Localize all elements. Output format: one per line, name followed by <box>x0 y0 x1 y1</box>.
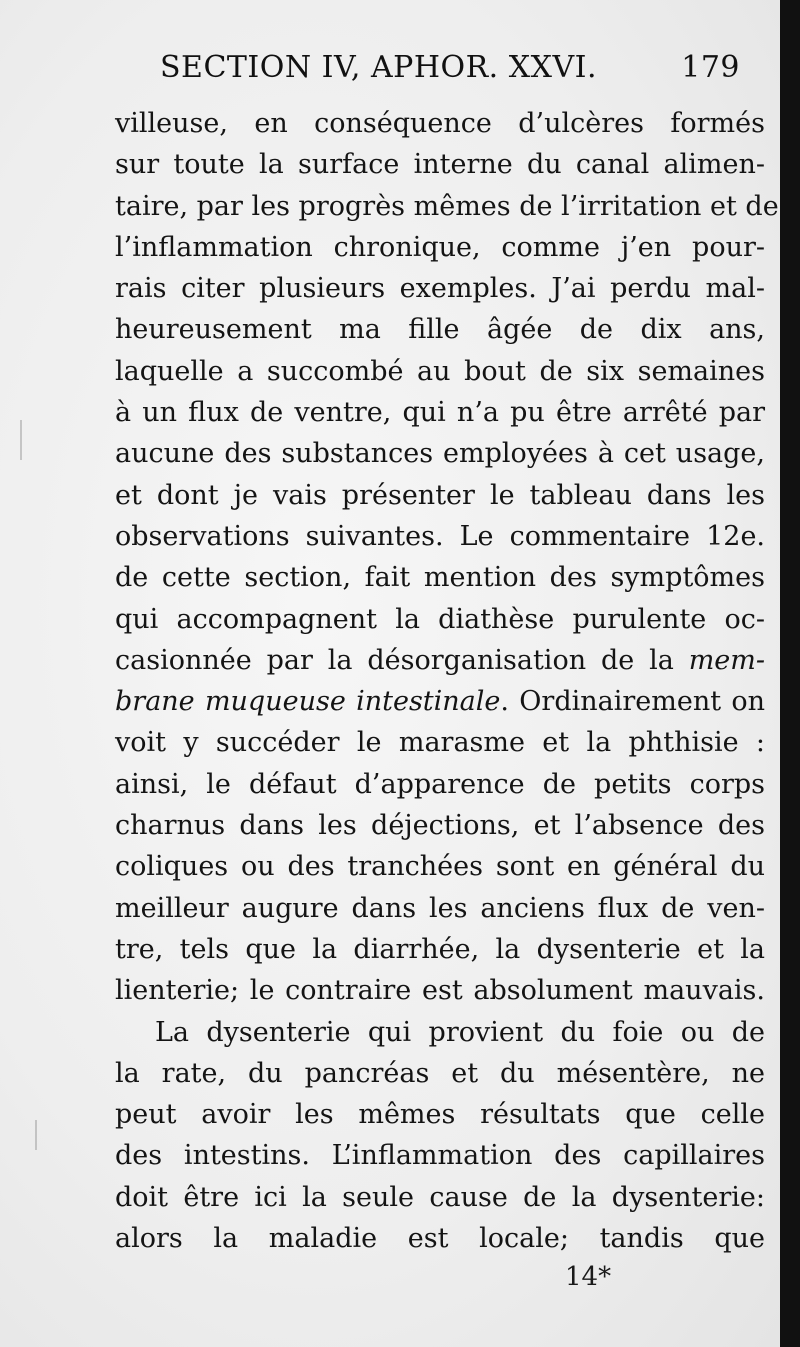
text-line: de cette section, fait mention des symptômes <box>115 562 765 594</box>
signature-mark: 14* <box>565 1262 612 1292</box>
text-line: alors la maladie est locale; tandis que <box>115 1223 765 1255</box>
page-number: 179 <box>681 50 740 85</box>
text-line: heureusement ma fille âgée de dix ans, <box>115 314 765 346</box>
text-line: la rate, du pancréas et du mésentère, ne <box>115 1057 765 1089</box>
text-line: doit être ici la seule cause de la dysenterie: <box>115 1181 765 1213</box>
page-header <box>160 50 740 100</box>
text-fragment: casionnée par la désorganisation de la <box>115 644 689 676</box>
text-line: peut avoir les mêmes résultats que celle <box>115 1099 765 1131</box>
text-line: voit y succéder le marasme et la phthisie : <box>115 727 765 759</box>
italic-fragment: mem- <box>688 644 765 676</box>
paper-speck <box>35 1120 37 1150</box>
text-line: rais citer plusieurs exemples. J’ai perdu mal- <box>115 273 765 305</box>
page-edge-shadow <box>780 0 800 1347</box>
text-line: des intestins. L’inflammation des capillaires <box>115 1140 765 1172</box>
text-line: à un flux de ventre, qui n’a pu être arrêté par <box>115 397 765 429</box>
body-text <box>115 103 779 1259</box>
text-fragment: . Ordinairement on <box>500 686 766 718</box>
text-line: tre, tels que la diarrhée, la dysenterie et la <box>115 933 765 965</box>
text-line: sur toute la surface interne du canal alimen- <box>115 149 765 181</box>
text-line: et dont je vais présenter le tableau dans les <box>115 479 765 511</box>
paragraph-start-line: La dysenterie qui provient du foie ou de <box>155 1016 765 1048</box>
text-line: ainsi, le défaut d’apparence de petits corps <box>115 768 765 800</box>
text-line: charnus dans les déjections, et l’absence des <box>115 810 765 842</box>
text-line: aucune des substances employées à cet usage, <box>115 438 765 470</box>
text-line: l’inflammation chronique, comme j’en pour- <box>115 231 765 263</box>
text-line: qui accompagnent la diathèse purulente oc- <box>115 603 765 635</box>
text-line: coliques ou des tranchées sont en général du <box>115 851 765 883</box>
paper-speck <box>20 420 22 460</box>
text-line: observations suivantes. Le commentaire 12e. <box>115 520 765 552</box>
text-line: villeuse, en conséquence d’ulcères formés <box>115 108 765 139</box>
italic-fragment: brane muqueuse intestinale <box>115 686 501 718</box>
text-line: taire, par les progrès mêmes de l’irritation et de <box>115 190 779 222</box>
text-line-with-italic <box>115 640 765 681</box>
running-head: SECTION IV, APHOR. XXVI. <box>160 50 598 85</box>
text-line-with-italic <box>115 681 765 722</box>
text-line: meilleur augure dans les anciens flux de ven- <box>115 892 765 924</box>
text-line: laquelle a succombé au bout de six semaines <box>115 355 765 387</box>
text-line: lienterie; le contraire est absolument mauvais. <box>115 975 765 1007</box>
